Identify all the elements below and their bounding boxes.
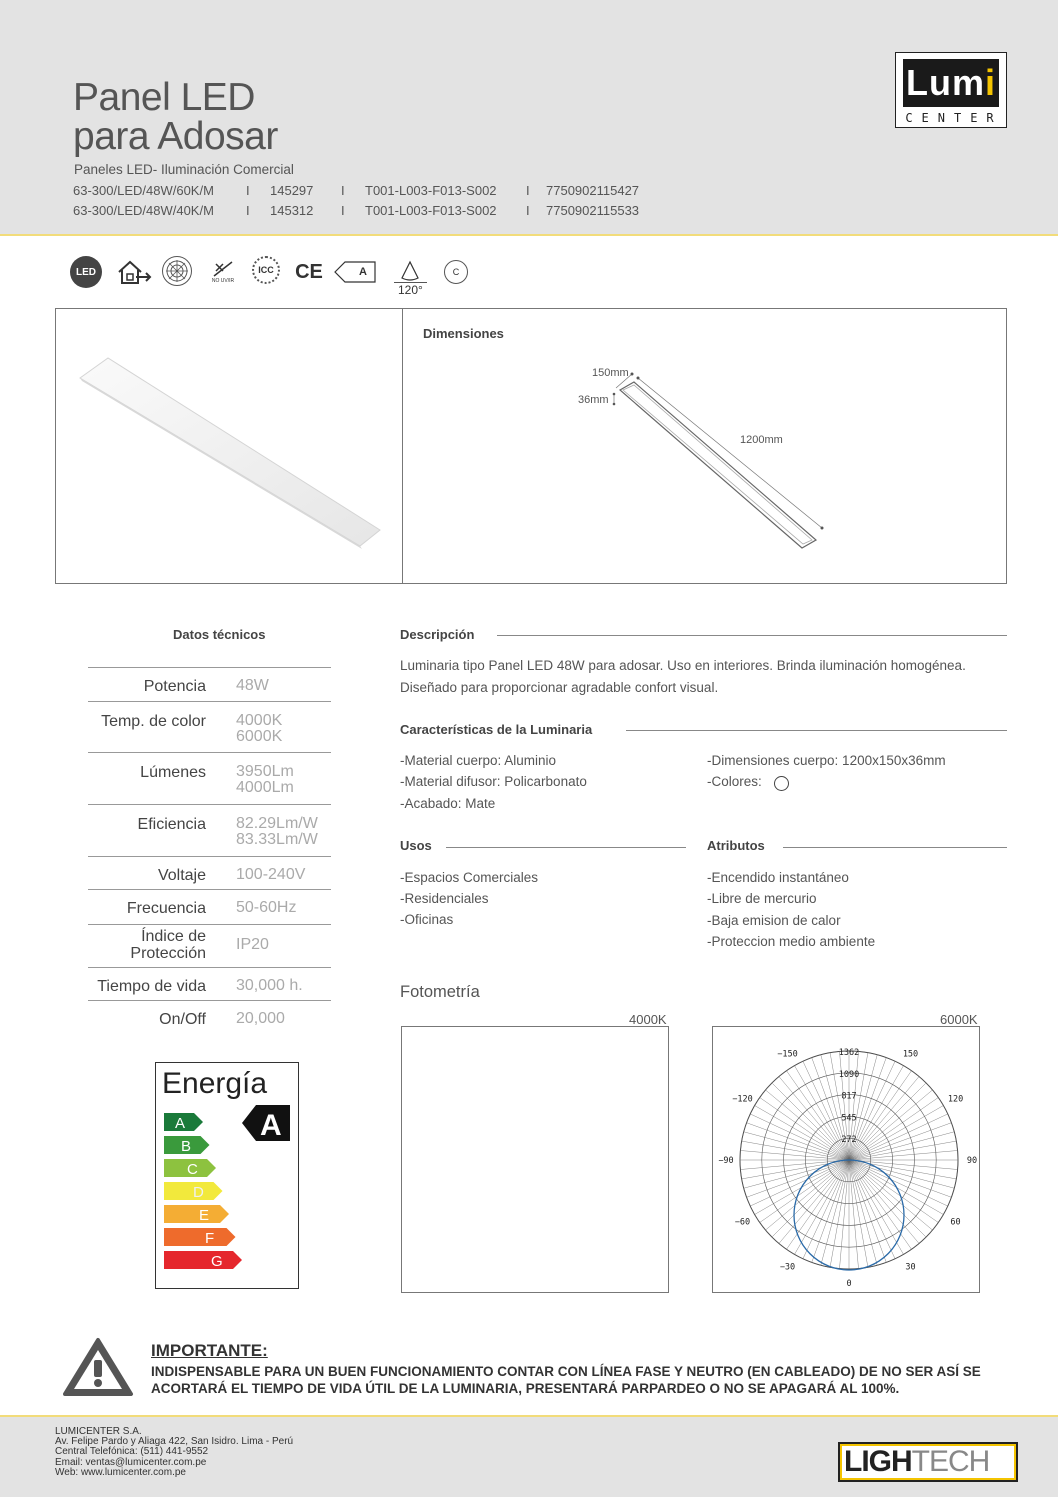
polar-angle-label: 0 — [846, 1279, 852, 1289]
polar-diagram — [713, 1027, 979, 1292]
usos-title: Usos — [400, 838, 440, 853]
datos-label-text: Lúmenes — [140, 764, 206, 781]
polar-angle-label: 90 — [966, 1156, 978, 1166]
datos-label-text: Índice de — [141, 928, 206, 945]
polar-ring-label: 1090 — [838, 1069, 860, 1080]
polar-radial — [740, 1160, 849, 1170]
datos-value — [236, 978, 303, 994]
section-rule — [783, 847, 1007, 848]
energy-scale — [156, 1063, 300, 1290]
ean-code: 7750902115533 — [546, 203, 640, 218]
datos-value-text: 30,000 h. — [236, 977, 303, 994]
caracteristica-item: -Acabado: Mate — [400, 796, 496, 811]
separator: I — [246, 183, 250, 198]
footer-phone: Central Telefónica: (511) 441-9552 — [55, 1446, 209, 1457]
importante-text — [151, 1363, 1031, 1397]
datos-label-text: On/Off — [159, 1011, 206, 1028]
caracteristica-item: -Material cuerpo: Aluminio — [400, 753, 557, 768]
polar-radial — [840, 1160, 850, 1269]
dimensions-drawing — [570, 360, 840, 560]
datos-value-text: IP20 — [236, 936, 269, 953]
energy-class-label: F — [205, 1230, 215, 1247]
polar-radial — [744, 1132, 849, 1160]
datos-row — [88, 804, 331, 856]
datos-value-text: 3950Lm — [236, 763, 294, 780]
energy-class-label: E — [199, 1207, 210, 1224]
datos-row — [88, 856, 331, 889]
polar-angle-label: −60 — [734, 1217, 751, 1228]
datos-value — [236, 678, 269, 694]
ref-code: T001-L003-F013-S002 — [365, 203, 497, 218]
polar-angle-label: 60 — [950, 1217, 961, 1228]
datos-label — [130, 928, 206, 962]
dimensions-title: Dimensiones — [423, 326, 504, 341]
datos-value — [236, 1011, 285, 1027]
energy-label — [155, 1062, 299, 1289]
datos-label — [159, 1011, 206, 1028]
atributo-item: -Baja emision de calor — [707, 913, 841, 928]
polar-angle-label: −30 — [779, 1262, 796, 1273]
caracteristica-item: -Dimensiones cuerpo: 1200x150x36mm — [707, 753, 946, 768]
datos-value-text: 6000K — [236, 728, 283, 745]
datos-row — [88, 752, 331, 804]
dim-width-label: 150mm — [592, 367, 629, 379]
atributo-item: -Proteccion medio ambiente — [707, 934, 876, 949]
ce-label: CE — [295, 260, 323, 283]
polar-ring-label: 817 — [841, 1091, 857, 1102]
datos-label-text: Potencia — [143, 678, 206, 695]
lightech-logo — [838, 1442, 1018, 1482]
separator: I — [341, 203, 345, 218]
caracteristica-item: -Colores: — [707, 774, 762, 789]
header — [0, 0, 1058, 236]
polar-radial — [849, 1160, 954, 1188]
polar-radial — [849, 1160, 859, 1269]
datos-label — [101, 713, 206, 730]
datos-label — [140, 764, 206, 781]
polar-ring-label: 272 — [841, 1135, 857, 1146]
datos-value — [236, 816, 318, 848]
polar-ring-label: 1362 — [838, 1048, 860, 1058]
c-mark-label: C — [452, 267, 460, 277]
title-line-1: Panel LED — [73, 76, 255, 119]
datos-value-text: 50-60Hz — [236, 899, 297, 916]
no-uv-ir-icon — [208, 256, 238, 288]
footer-email: Email: ventas@lumicenter.com.pe — [55, 1457, 207, 1468]
product-photo — [70, 350, 390, 550]
separator: I — [341, 183, 345, 198]
sku-code: 145312 — [270, 203, 314, 218]
dim-length-label: 1200mm — [740, 434, 783, 446]
datos-label-text: Tiempo de vida — [97, 978, 206, 995]
datos-value — [236, 937, 269, 953]
led-icon-label: LED — [76, 266, 96, 278]
datos-label — [97, 978, 206, 995]
icc-seal-icon — [252, 256, 280, 284]
datos-value-text: 4000Lm — [236, 779, 294, 796]
datos-tecnicos-title: Datos técnicos — [173, 627, 266, 642]
product-title — [73, 78, 278, 156]
class-a-label: A — [359, 266, 367, 278]
no-uv-ir-label: NO UV/IR — [211, 278, 235, 284]
datos-row — [88, 701, 331, 752]
separator: I — [246, 203, 250, 218]
polar-ring-label: 545 — [841, 1113, 857, 1124]
datos-value-text: 4000K — [236, 712, 283, 729]
section-rule — [446, 847, 686, 848]
importante-title: IMPORTANTE: — [151, 1341, 268, 1360]
datos-value — [236, 867, 305, 883]
energy-title: Energía — [162, 1067, 268, 1100]
footer-web: Web: www.lumicenter.com.pe — [55, 1467, 186, 1478]
atributos-title: Atributos — [707, 838, 773, 853]
ce-mark-icon — [294, 256, 324, 288]
energy-class-label: G — [211, 1253, 223, 1270]
polar-radial — [849, 1132, 954, 1160]
model-code: 63-300/LED/48W/60K/M — [73, 183, 214, 198]
lightech-logo-part-a: LIGH — [844, 1445, 912, 1478]
polar-radial — [849, 1160, 877, 1265]
uso-item: -Espacios Comerciales — [400, 870, 539, 885]
logo-text: Lumi — [905, 62, 996, 103]
ean-code: 7750902115427 — [546, 183, 640, 198]
uso-item: -Oficinas — [400, 912, 454, 927]
indoor-home-icon — [116, 256, 152, 288]
datos-row — [88, 889, 331, 924]
separator: I — [526, 203, 530, 218]
led-icon — [70, 256, 102, 288]
descripcion-text-2: Diseñado para proporcionar agradable confort visual. — [400, 680, 719, 695]
energy-bar-e — [164, 1205, 229, 1223]
frame-divider — [402, 309, 403, 583]
energy-class-label: A — [175, 1115, 186, 1132]
fotometria-title: Fotometría — [400, 983, 480, 1001]
datos-value-text: 100-240V — [236, 866, 306, 883]
section-rule — [626, 730, 1007, 731]
logo-mark — [903, 59, 999, 107]
datos-label-text: Frecuencia — [126, 900, 206, 917]
fotometria-6000k-box — [712, 1026, 980, 1293]
title-line-2: para Adosar — [73, 115, 278, 158]
energy-bar-f — [164, 1228, 236, 1246]
energy-class-a-icon — [334, 256, 376, 288]
warning-icon — [62, 1336, 134, 1398]
atributo-item: -Libre de mercurio — [707, 891, 817, 906]
sku-code: 145297 — [270, 183, 314, 198]
lightech-logo-part-b: TECH — [911, 1445, 990, 1478]
beam-angle-label: 120° — [394, 282, 427, 297]
polar-radial — [849, 1151, 958, 1161]
descripcion-text-1: Luminaria tipo Panel LED 48W para adosar. Uso en interiores. Brinda iluminación homogénea. — [400, 658, 966, 673]
atributo-item: -Encendido instantáneo — [707, 870, 849, 885]
footer-company: LUMICENTER S.A. — [55, 1426, 142, 1437]
polar-radial — [740, 1151, 849, 1161]
datos-value — [236, 900, 296, 916]
logo-subtext: CENTER — [905, 111, 1003, 125]
separator: I — [526, 183, 530, 198]
model-code: 63-300/LED/48W/40K/M — [73, 203, 214, 218]
fotometria-6000k-label: 6000K — [940, 1012, 978, 1027]
descripcion-title: Descripción — [400, 627, 482, 642]
energy-rating-label: A — [260, 1109, 282, 1142]
section-rule — [497, 635, 1007, 636]
footer-address: Av. Felipe Pardo y Aliaga 422, San Isidro. Lima - Perú — [55, 1436, 294, 1447]
ref-code: T001-L003-F013-S002 — [365, 183, 497, 198]
polar-radial — [821, 1160, 849, 1265]
polar-angle-label: −90 — [718, 1156, 734, 1166]
fotometria-4000k-box — [401, 1026, 669, 1293]
certification-icons — [70, 256, 490, 296]
datos-row — [88, 667, 331, 701]
datos-label — [158, 867, 206, 884]
datos-label-text: Voltaje — [157, 867, 206, 884]
datos-value — [236, 713, 282, 745]
datos-value-text: 82.29Lm/W — [236, 815, 318, 832]
icc-label: ICC — [258, 265, 274, 275]
uso-item: -Residenciales — [400, 891, 489, 906]
datos-label-text: Protección — [130, 945, 206, 962]
datos-value — [236, 764, 294, 796]
energy-class-label: B — [181, 1138, 192, 1155]
datos-label-text: Temp. de color — [101, 713, 206, 730]
datos-row — [88, 1000, 331, 1034]
polar-angle-label: −150 — [777, 1049, 798, 1060]
energy-bar-g — [164, 1251, 242, 1269]
lumicenter-logo — [895, 52, 1007, 128]
polar-angle-label: 150 — [902, 1049, 919, 1060]
polar-angle-label: 120 — [947, 1094, 964, 1105]
datos-label-text: Eficiencia — [137, 816, 206, 833]
product-subtitle: Paneles LED- Iluminación Comercial — [74, 162, 294, 177]
datos-label — [144, 678, 206, 695]
polar-angle-label: 30 — [905, 1262, 916, 1273]
datos-row — [88, 924, 331, 967]
fotometria-4000k-label: 4000K — [629, 1012, 667, 1027]
datos-value-text: 48W — [236, 677, 269, 694]
energy-class-label: C — [187, 1161, 198, 1178]
caracteristica-item: -Material difusor: Policarbonato — [400, 774, 587, 789]
polar-radial — [744, 1160, 849, 1188]
datos-value-text: 83.33Lm/W — [236, 831, 318, 848]
importante-line-1: INDISPENSABLE PARA UN BUEN FUNCIONAMIENTO CONTAR CON LÍNEA FASE Y NEUTRO (EN CABLEADO) DE NO SER ASÍ SE — [151, 1364, 981, 1379]
color-white-swatch — [774, 776, 789, 791]
dim-height-label: 36mm — [578, 394, 609, 406]
diffuser-icon — [162, 256, 192, 286]
datos-row — [88, 967, 331, 1000]
c-mark-icon — [444, 260, 468, 284]
polar-radial — [849, 1160, 958, 1170]
datos-value-text: 20,000 — [236, 1010, 285, 1027]
caracteristicas-title: Características de la Luminaria — [400, 722, 600, 737]
datos-label — [127, 900, 206, 917]
energy-class-label: D — [193, 1184, 204, 1201]
polar-angle-label: −120 — [732, 1094, 753, 1105]
importante-line-2: ACORTARÁ EL TIEMPO DE VIDA ÚTIL DE LA LUMINARIA, PRESENTARÁ PARPARDEO O NO SE APAGARÁ AL 100%. — [151, 1381, 900, 1396]
datos-label — [138, 816, 206, 833]
